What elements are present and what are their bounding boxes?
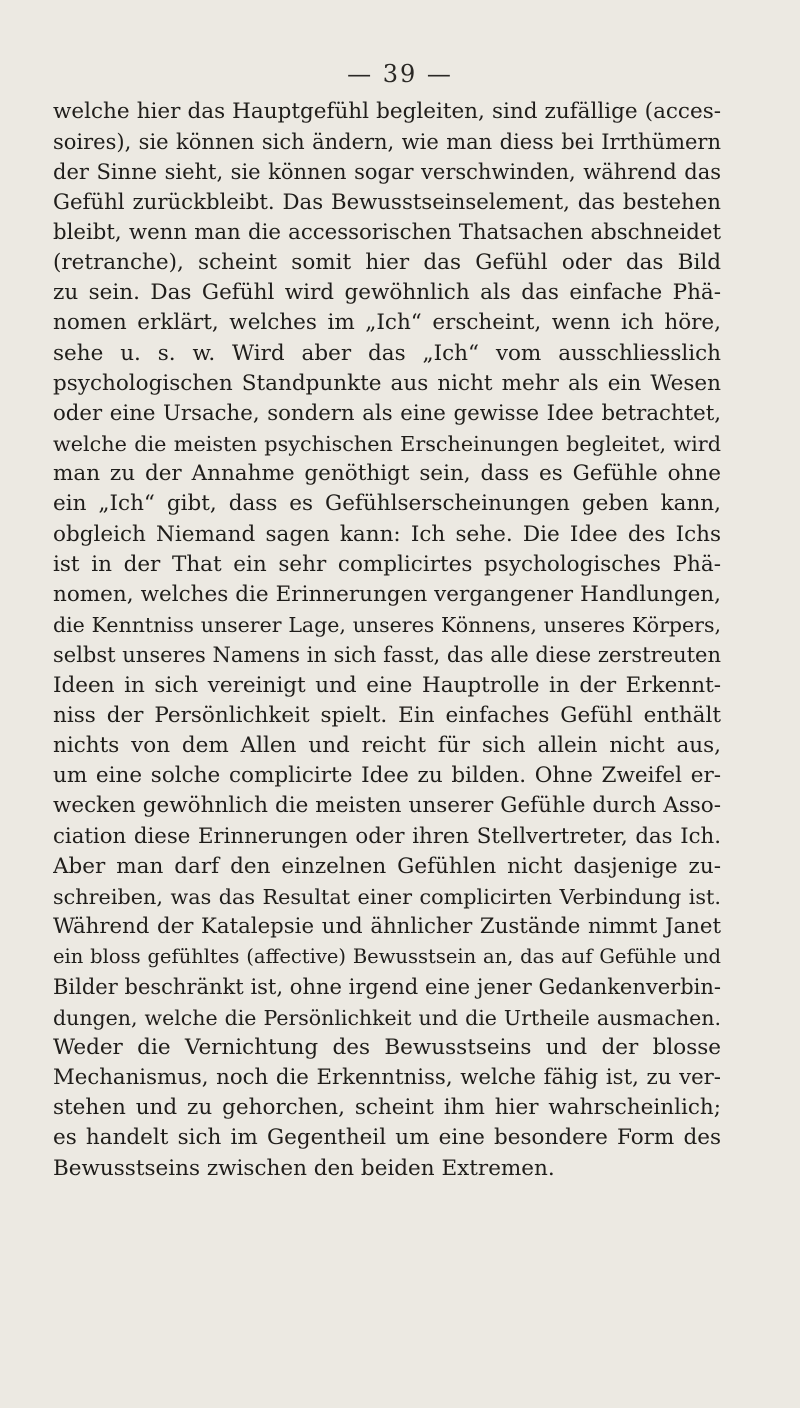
text-line: man zu der Annahme genöthigt sein, dass es Gefühle ohne — [53, 461, 721, 487]
text-line: psychologischen Standpunkte aus nicht mehr als ein Wesen — [53, 370, 721, 396]
text-line: bleibt, wenn man die accessorischen Thatsachen abschneidet — [53, 219, 721, 245]
text-line: niss der Persönlichkeit spielt. Ein einfaches Gefühl enthält — [53, 702, 721, 728]
body-text — [53, 97, 721, 1184]
text-line: die Kenntniss unserer Lage, unseres Könnens, unseres Körpers, — [53, 613, 721, 638]
text-line: wecken gewöhnlich die meisten unserer Gefühle durch Asso- — [53, 793, 721, 819]
text-line: obgleich Niemand sagen kann: Ich sehe. Die Idee des Ichs — [53, 521, 721, 547]
text-line: zu sein. Das Gefühl wird gewöhnlich als das einfache Phä- — [53, 280, 721, 306]
text-line: schreiben, was das Resultat einer complicirten Verbindung ist. — [53, 884, 721, 909]
text-line: Bilder beschränkt ist, ohne irgend eine jener Gedankenverbin- — [53, 975, 721, 1000]
text-line: Ideen in sich vereinigt und eine Hauptrolle in der Erkennt- — [53, 672, 721, 698]
text-line: es handelt sich im Gegentheil um eine besondere Form des — [53, 1125, 721, 1151]
text-line: Aber man darf den einzelnen Gefühlen nicht dasjenige zu- — [53, 853, 721, 879]
text-line: Während der Katalepsie und ähnlicher Zustände nimmt Janet — [53, 914, 721, 940]
page-number: — 39 — — [347, 60, 453, 88]
text-line: Mechanismus, noch die Erkenntniss, welche fähig ist, zu ver- — [53, 1065, 721, 1090]
text-line: dungen, welche die Persönlichkeit und die Urtheile ausmachen. — [53, 1005, 721, 1030]
text-line: oder eine Ursache, sondern als eine gewisse Idee betrachtet, — [53, 400, 721, 426]
text-line: welche hier das Hauptgefühl begleiten, sind zufällige (acces- — [53, 99, 721, 124]
text-line: stehen und zu gehorchen, scheint ihm hier wahrscheinlich; — [53, 1095, 721, 1121]
text-line: nomen, welches die Erinnerungen vergangener Handlungen, — [53, 582, 721, 607]
text-line: Bewusstseins zwischen den beiden Extremen. — [53, 1155, 555, 1181]
text-line: ciation diese Erinnerungen oder ihren Stellvertreter, das Ich. — [53, 823, 721, 849]
text-line: der Sinne sieht, sie können sogar verschwinden, während das — [53, 160, 721, 185]
text-line: Gefühl zurückbleibt. Das Bewusstseinselement, das bestehen — [53, 189, 721, 215]
text-line: sehe u. s. w. Wird aber das „Ich“ vom ausschliesslich — [53, 340, 721, 366]
text-line: soires), sie können sich ändern, wie man diess bei Irrthümern — [53, 130, 721, 155]
text-line: um eine solche complicirte Idee zu bilden. Ohne Zweifel er- — [53, 763, 721, 789]
text-line: ein „Ich“ gibt, dass es Gefühlserscheinungen geben kann, — [53, 491, 721, 517]
text-line: ist in der That ein sehr complicirtes psychologisches Phä- — [53, 551, 721, 577]
text-line: selbst unseres Namens in sich fasst, das alle diese zerstreuten — [53, 643, 721, 668]
text-line: nomen erklärt, welches im „Ich“ erscheint, wenn ich höre, — [53, 310, 721, 336]
text-line: welche die meisten psychischen Erscheinungen begleitet, wird — [53, 432, 721, 457]
text-line: nichts von dem Allen und reicht für sich allein nicht aus, — [53, 732, 721, 758]
text-line: Weder die Vernichtung des Bewusstseins und der blosse — [53, 1034, 721, 1060]
text-line: ein bloss gefühltes (affective) Bewusstsein an, das auf Gefühle und — [53, 945, 721, 969]
text-line: (retranche), scheint somit hier das Gefühl oder das Bild — [53, 249, 721, 275]
